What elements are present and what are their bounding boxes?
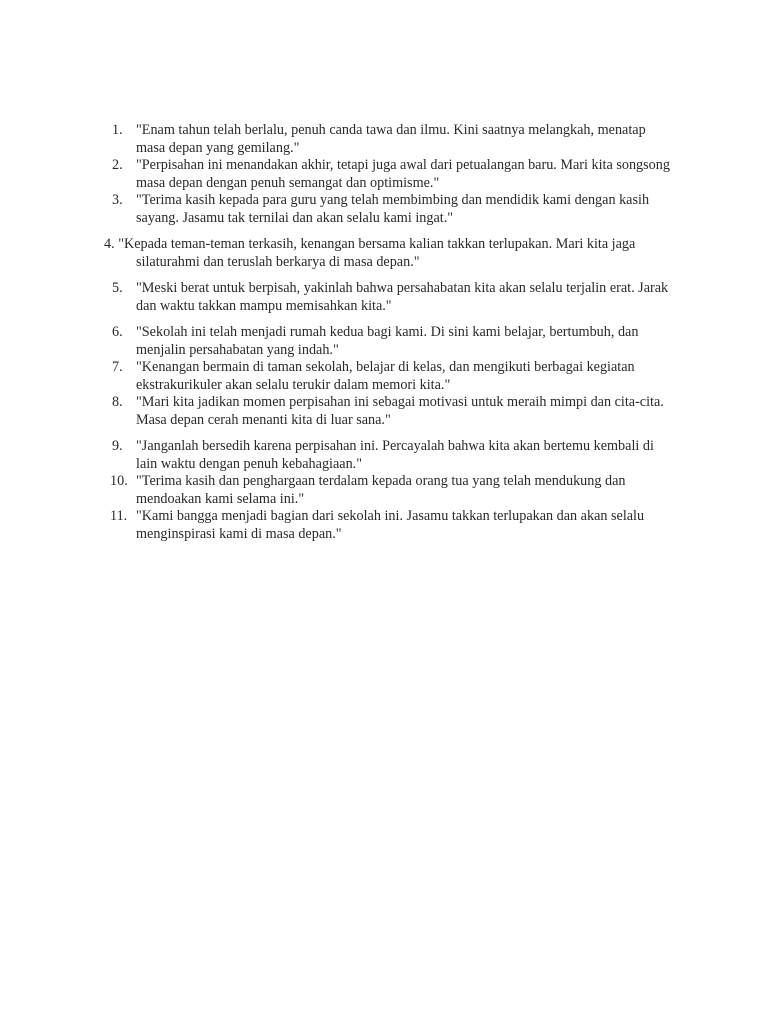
list-item-number: 9.	[112, 438, 123, 454]
list-item-text: "Kenangan bermain di taman sekolah, belajar di kelas, dan mengikuti berbagai kegiatan ekstrakurikuler akan selalu terukir dalam memori kita."	[136, 359, 635, 393]
list-item-text: "Meski berat untuk berpisah, yakinlah bahwa persahabatan kita akan selalu terjalin erat. Jarak dan waktu takkan mampu memisahkan kita."	[136, 280, 669, 314]
list-item	[112, 438, 672, 473]
list-item-number: 3.	[112, 192, 123, 208]
list-item	[112, 192, 672, 227]
list-item-number: 8.	[112, 394, 123, 410]
list-item	[104, 236, 672, 271]
list-item-number: 10.	[110, 473, 128, 489]
list-item	[112, 394, 672, 429]
list-item	[112, 508, 672, 543]
list-item	[112, 473, 672, 508]
quote-list	[104, 122, 672, 543]
list-item-number: 6.	[112, 324, 123, 340]
list-item-text: "Perpisahan ini menandakan akhir, tetapi juga awal dari petualangan baru. Mari kita songsong masa depan dengan penuh semangat dan optimisme."	[136, 157, 670, 191]
list-item-number: 2.	[112, 157, 123, 173]
list-item-number: 4.	[104, 236, 119, 252]
list-item-number: 5.	[112, 280, 123, 296]
list-item	[112, 280, 672, 315]
list-item	[112, 359, 672, 394]
list-item-number: 1.	[112, 122, 123, 138]
list-item-text: "Kepada teman-teman terkasih, kenangan bersama kalian takkan terlupakan. Mari kita jaga silaturahmi dan teruslah berkarya di masa depan."	[118, 236, 636, 270]
list-item-number: 11.	[110, 508, 128, 524]
list-item-text: "Kami bangga menjadi bagian dari sekolah ini. Jasamu takkan terlupakan dan akan selalu menginspirasi kami di masa depan."	[136, 508, 645, 542]
list-item-text: "Terima kasih kepada para guru yang telah membimbing dan mendidik kami dengan kasih sayang. Jasamu tak ternilai dan akan selalu kami ingat."	[136, 192, 650, 226]
list-item-text: "Terima kasih dan penghargaan terdalam kepada orang tua yang telah mendukung dan mendoakan kami selama ini."	[136, 473, 626, 507]
list-item-text: "Sekolah ini telah menjadi rumah kedua bagi kami. Di sini kami belajar, bertumbuh, dan menjalin persahabatan yang indah."	[136, 324, 639, 358]
list-item-text: "Mari kita jadikan momen perpisahan ini sebagai motivasi untuk meraih mimpi dan cita-cita. Masa depan cerah menanti kita di luar sana."	[136, 394, 664, 428]
list-item	[112, 122, 672, 157]
list-item-number: 7.	[112, 359, 123, 375]
list-item	[112, 324, 672, 359]
list-item	[112, 157, 672, 192]
list-item-text: "Janganlah bersedih karena perpisahan ini. Percayalah bahwa kita akan bertemu kembali di lain waktu dengan penuh kebahagiaan."	[136, 438, 654, 472]
list-item-text: "Enam tahun telah berlalu, penuh canda tawa dan ilmu. Kini saatnya melangkah, menatap masa depan yang gemilang."	[136, 122, 646, 156]
